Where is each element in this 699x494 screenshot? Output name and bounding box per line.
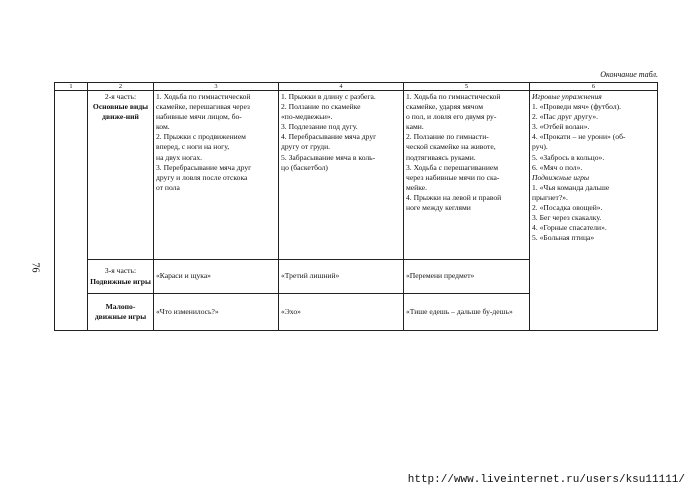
- exercise-line: на двух ногах.: [156, 152, 203, 162]
- part-cell: [88, 260, 154, 294]
- exercise-line: через набивные мячи по ска-: [406, 172, 500, 182]
- section-heading: Подвижные игры: [532, 172, 590, 182]
- game-line: 5. «Забрось в кольцо».: [532, 152, 605, 162]
- part-number: 2-я часть:: [104, 92, 137, 101]
- exercise-cell: [154, 91, 279, 260]
- game-line: 4. «Горные спасатели».: [532, 223, 607, 233]
- game-line: 4. «Прокати – не урони» (об-: [532, 132, 626, 142]
- exercise-line: 4. Перебрасывание мяча друг: [281, 132, 377, 142]
- game-cell: «Перемени предмет»: [404, 260, 530, 294]
- column-number: 6: [530, 83, 658, 91]
- game-cell: «Караси и щука»: [154, 260, 279, 294]
- game-cell: «Третий лишний»: [279, 260, 404, 294]
- exercise-line: скамейке, ударяя мячом: [406, 102, 484, 112]
- exercise-line: от пола: [156, 182, 180, 192]
- game-line: руч).: [532, 142, 548, 152]
- watermark-url: http://www.liveinternet.ru/users/ksu11111/: [407, 474, 685, 486]
- exercise-line: ческой скамейке на животе,: [406, 142, 496, 152]
- column-number: 5: [404, 83, 530, 91]
- exercise-list: [156, 92, 276, 193]
- column-number: 1: [55, 83, 88, 91]
- exercise-line: набивные мячи лицом, бо-: [156, 112, 242, 122]
- exercise-line: 4. Прыжки на левой и правой: [406, 192, 502, 202]
- part-number: 3-я часть:: [104, 266, 137, 276]
- game-line: прыгнет?».: [532, 192, 568, 202]
- exercise-line: 2. Прыжки с продвижением: [156, 132, 246, 142]
- exercise-line: 2. Ползание по гимнасти-: [406, 132, 489, 142]
- exercise-line: вперед, с ноги на ногу,: [156, 142, 230, 152]
- exercise-line: ком.: [156, 122, 170, 132]
- game-line: 2. «Пас друг другу».: [532, 112, 599, 122]
- games-cell: [530, 91, 658, 331]
- column-number: 4: [279, 83, 404, 91]
- column-number: 2: [88, 83, 154, 91]
- game-line: 2. «Посадка овощей».: [532, 203, 603, 213]
- game-cell: «Что изменилось?»: [154, 294, 279, 331]
- part-cell: [88, 294, 154, 331]
- exercise-line: ками.: [406, 122, 424, 132]
- exercise-line: 3. Ходьба с перешагиванием: [406, 162, 499, 172]
- exercise-line: другу от груди.: [281, 142, 331, 152]
- exercise-line: о пол, и ловля его двумя ру-: [406, 112, 497, 122]
- game-line: 1. «Проведи мяч» (футбол).: [532, 102, 622, 112]
- exercise-line: 3. Перебрасывание мяча друг: [156, 162, 252, 172]
- exercise-line: 2. Ползание по скамейке: [281, 102, 361, 112]
- empty-cell: [55, 91, 88, 331]
- game-cell: «Тише едешь – дальше бу-дешь»: [404, 294, 530, 331]
- exercise-list: [281, 92, 401, 173]
- exercise-cell: [404, 91, 530, 260]
- exercise-line: «по-медвежьи».: [281, 112, 333, 122]
- games-list: [532, 92, 655, 243]
- exercise-cell: [279, 91, 404, 260]
- exercise-line: 5. Забрасывание мяча в коль-: [281, 152, 376, 162]
- exercise-line: подтягиваясь руками.: [406, 152, 476, 162]
- exercise-line: другу и ловля после отскока: [156, 172, 248, 182]
- game-cell: «Эхо»: [279, 294, 404, 331]
- exercise-line: 1. Ходьба по гимнастической: [406, 92, 501, 101]
- table-row: [55, 91, 658, 260]
- part-cell: [88, 91, 154, 260]
- game-line: 1. «Чья команда дальше: [532, 182, 610, 192]
- exercise-list: [406, 92, 527, 213]
- page-number: 76: [29, 262, 41, 273]
- part-title: Подвижные игры: [90, 276, 151, 286]
- game-line: 5. «Больная птица»: [532, 233, 595, 243]
- exercise-line: скамейке, перешагивая через: [156, 102, 250, 112]
- lesson-table: [54, 82, 658, 331]
- game-line: 3. Бег через скакалку.: [532, 213, 602, 223]
- game-line: 6. «Мяч о пол».: [532, 162, 583, 172]
- exercise-line: ноге между кеглями: [406, 203, 471, 213]
- exercise-line: 3. Подлезание под дугу.: [281, 122, 358, 132]
- continuation-note: Окончание табл.: [600, 70, 658, 79]
- column-number: 3: [154, 83, 279, 91]
- game-line: 3. «Отбей волан».: [532, 122, 590, 132]
- exercise-line: 1. Ходьба по гимнастической: [156, 92, 251, 101]
- section-heading: Игровые упражнения: [532, 92, 602, 101]
- exercise-line: мейке.: [406, 182, 428, 192]
- exercise-line: 1. Прыжки в длину с разбега.: [281, 92, 376, 101]
- column-number-row: [55, 83, 658, 91]
- exercise-line: цо (баскетбол): [281, 162, 328, 172]
- part-title: Основные виды движе-ний: [92, 102, 149, 122]
- part-title: Малопо-движные игры: [94, 301, 147, 321]
